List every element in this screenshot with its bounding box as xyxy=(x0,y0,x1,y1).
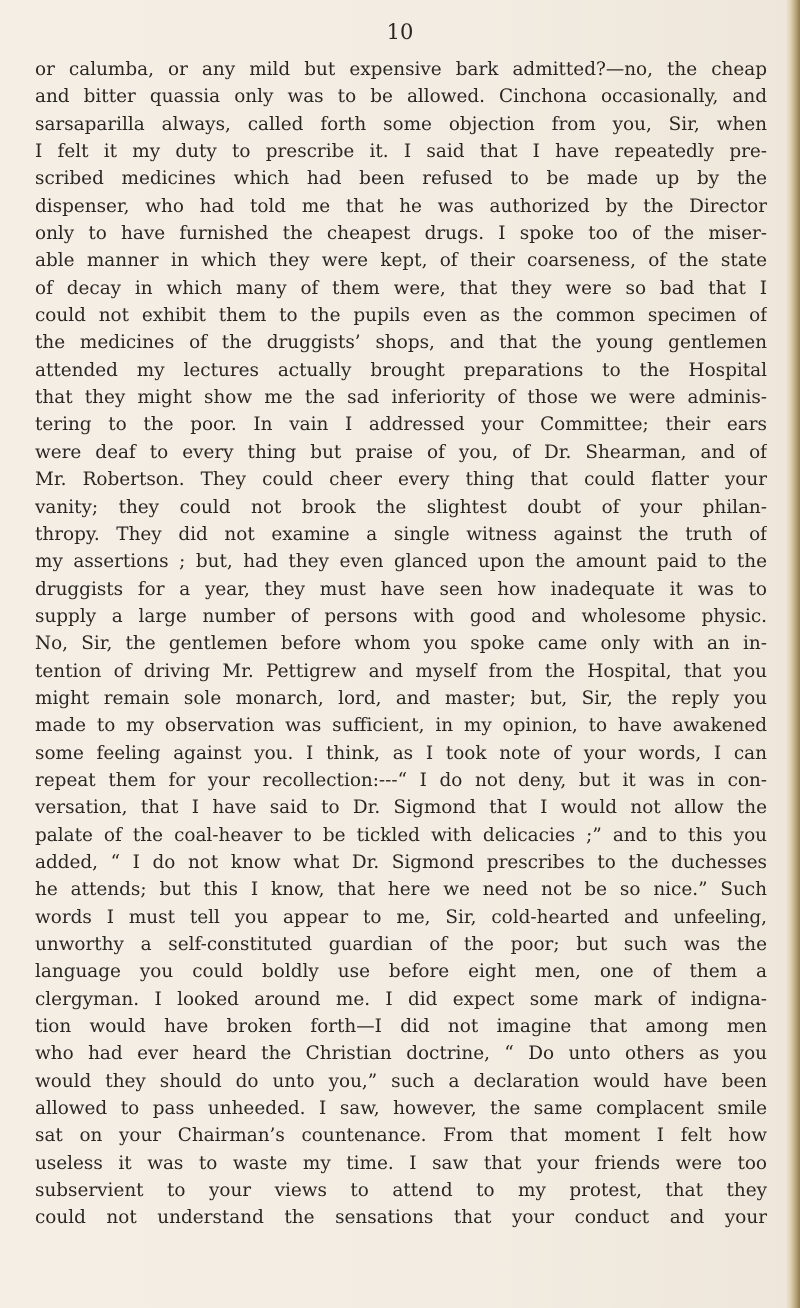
text-line: who had ever heard the Christian doctrine, “ Do unto others as you xyxy=(35,1043,767,1065)
text-line: or calumba, or any mild but expensive bark admitted?—no, the cheap xyxy=(35,59,767,80)
text-line: of decay in which many of them were, that they were so bad that I xyxy=(35,277,767,299)
text-line: I felt it my duty to prescribe it. I said that I have repeatedly pre- xyxy=(35,141,767,163)
text-line: scribed medicines which had been refused to be made up by the xyxy=(35,168,767,190)
text-line: druggists for a year, they must have seen how inadequate it was to xyxy=(35,578,767,600)
text-line: palate of the coal-heaver to be tickled with delicacies ;” and to this you xyxy=(35,824,767,846)
text-line: sarsaparilla always, called forth some objection from you, Sir, when xyxy=(35,113,767,135)
text-line: dispenser, who had told me that he was authorized by the Director xyxy=(35,195,767,217)
page-number: 10 xyxy=(386,20,414,44)
text-line: the medicines of the druggists’ shops, and that the young gentlemen xyxy=(35,332,767,354)
text-line: could not exhibit them to the pupils even as the common specimen of xyxy=(35,305,767,327)
text-line: thropy. They did not examine a single witness against the truth of xyxy=(35,523,767,545)
text-line: supply a large number of persons with good and wholesome physic. xyxy=(35,605,767,627)
page-edge-shadow xyxy=(786,0,800,1308)
text-line: might remain sole monarch, lord, and master; but, Sir, the reply you xyxy=(35,687,767,709)
text-line: he attends; but this I know, that here we need not be so nice.” Such xyxy=(35,879,767,901)
text-line: versation, that I have said to Dr. Sigmond that I would not allow the xyxy=(35,797,767,819)
text-line: tering to the poor. In vain I addressed your Committee; their ears xyxy=(35,414,767,436)
text-line: sat on your Chairman’s countenance. From that moment I felt how xyxy=(35,1125,767,1147)
text-line: made to my observation was sufficient, in my opinion, to have awakened xyxy=(35,715,767,737)
text-line: that they might show me the sad inferiority of those we were adminis- xyxy=(35,387,767,409)
text-line: Mr. Robertson. They could cheer every thing that could flatter your xyxy=(35,469,767,491)
text-line: added, “ I do not know what Dr. Sigmond prescribes to the duchesses xyxy=(35,851,767,873)
text-line: some feeling against you. I think, as I took note of your words, I can xyxy=(35,742,767,764)
text-line: tion would have broken forth—I did not imagine that among men xyxy=(35,1016,767,1038)
text-line: words I must tell you appear to me, Sir, cold-hearted and unfeeling, xyxy=(35,906,767,928)
text-line: could not understand the sensations that your conduct and your xyxy=(35,1207,767,1229)
text-line: repeat them for your recollection:---“ I do not deny, but it was in con- xyxy=(35,769,767,791)
body-text xyxy=(35,56,767,1232)
text-line: language you could boldly use before eight men, one of them a xyxy=(35,961,767,983)
text-line: No, Sir, the gentlemen before whom you spoke came only with an in- xyxy=(35,633,767,655)
text-line: only to have furnished the cheapest drugs. I spoke too of the miser- xyxy=(35,223,767,245)
text-line: vanity; they could not brook the slightest doubt of your philan- xyxy=(35,496,767,518)
text-line: able manner in which they were kept, of their coarseness, of the state xyxy=(35,250,767,272)
text-line: and bitter quassia only was to be allowed. Cinchona occasionally, and xyxy=(35,86,767,108)
text-line: would they should do unto you,” such a declaration would have been xyxy=(35,1070,767,1092)
text-line: tention of driving Mr. Pettigrew and myself from the Hospital, that you xyxy=(35,660,767,682)
text-line: clergyman. I looked around me. I did expect some mark of indigna- xyxy=(35,988,767,1010)
text-line: were deaf to every thing but praise of you, of Dr. Shearman, and of xyxy=(35,441,767,463)
text-line: useless it was to waste my time. I saw that your friends were too xyxy=(35,1152,767,1174)
text-line: subservient to your views to attend to my protest, that they xyxy=(35,1180,767,1202)
text-line: my assertions ; but, had they even glanced upon the amount paid to the xyxy=(35,551,767,573)
text-line: unworthy a self-constituted guardian of the poor; but such was the xyxy=(35,934,767,955)
text-line: allowed to pass unheeded. I saw, however, the same complacent smile xyxy=(35,1098,767,1120)
text-line: attended my lectures actually brought preparations to the Hospital xyxy=(35,359,767,381)
